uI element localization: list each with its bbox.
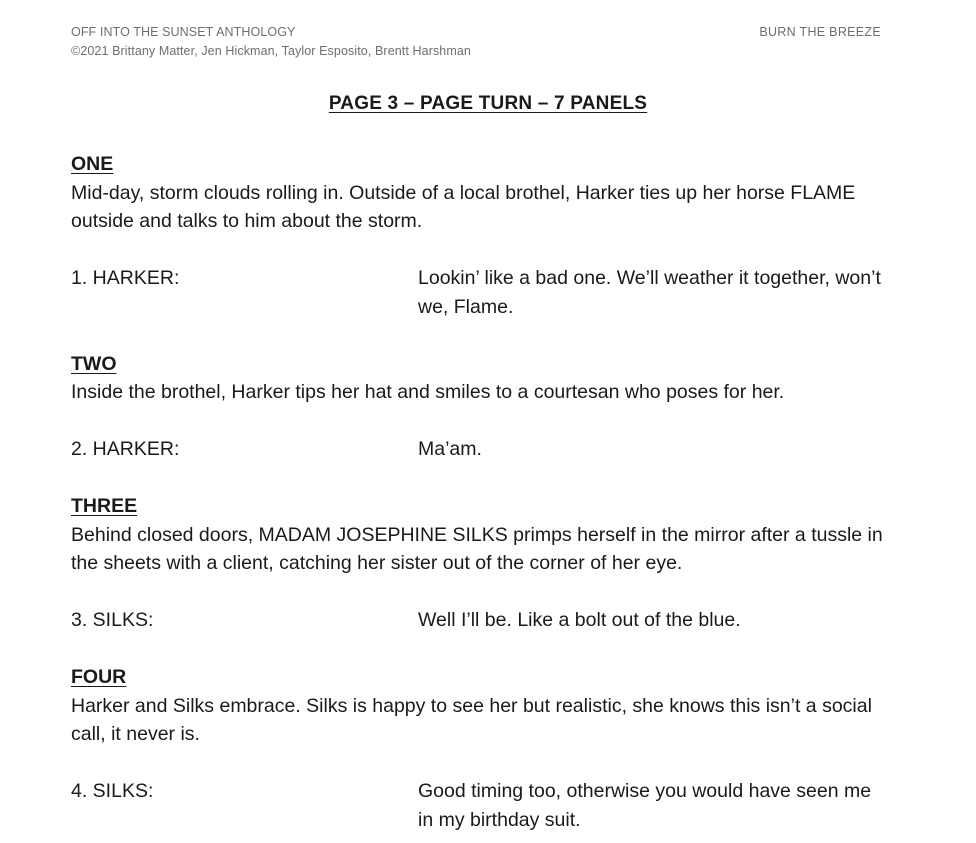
- dialogue-line: Ma’am.: [418, 438, 482, 460]
- panel-heading: ONE: [71, 153, 114, 175]
- dialogue-line: Well I’ll be. Like a bolt out of the blue.: [418, 609, 741, 631]
- dialogue-speaker: 4. SILKS:: [71, 780, 154, 802]
- running-header: [71, 23, 471, 61]
- panel-heading: THREE: [71, 495, 138, 517]
- panel-description: Harker and Silks embrace. Silks is happy to see her but realistic, she knows this isn’t a social call, it never is.: [71, 694, 872, 745]
- dialogue-speaker: 1. HARKER:: [71, 267, 180, 289]
- panel-one: [71, 150, 883, 321]
- dialogue-line: Good timing too, otherwise you would have seen me in my birthday suit.: [418, 780, 872, 831]
- anthology-title: OFF INTO THE SUNSET ANTHOLOGY: [71, 25, 296, 39]
- dialogue-line: Lookin’ like a bad one. We’ll weather it together, won’t we, Flame.: [418, 267, 881, 318]
- panel-description: Mid-day, storm clouds rolling in. Outside of a local brothel, Harker ties up her horse FLAME outside and talks to him about the storm.: [71, 181, 856, 232]
- dialogue-row: [71, 606, 883, 635]
- page-title: PAGE 3 – PAGE TURN – 7 PANELS: [328, 93, 648, 114]
- dialogue-speaker: 3. SILKS:: [71, 609, 154, 631]
- script-body: [71, 150, 883, 834]
- panel-two: [71, 350, 883, 464]
- panel-description: Inside the brothel, Harker tips her hat and smiles to a courtesan who poses for her.: [71, 381, 785, 403]
- panel-three: [71, 492, 883, 635]
- dialogue-row: [71, 264, 883, 321]
- dialogue-row: [71, 435, 883, 464]
- panel-description: Behind closed doors, MADAM JOSEPHINE SILKS primps herself in the mirror after a tussle in the sheets with a client, catching her sister out of the corner of her eye.: [71, 523, 883, 574]
- panel-four: [71, 663, 883, 834]
- story-title: BURN THE BREEZE: [759, 25, 881, 39]
- panel-heading: FOUR: [71, 666, 127, 688]
- dialogue-row: [71, 777, 883, 834]
- panel-heading: TWO: [71, 352, 117, 375]
- dialogue-speaker: 2. HARKER:: [71, 438, 180, 460]
- copyright-line: ©2021 Brittany Matter, Jen Hickman, Taylor Esposito, Brentt Harshman: [71, 44, 471, 58]
